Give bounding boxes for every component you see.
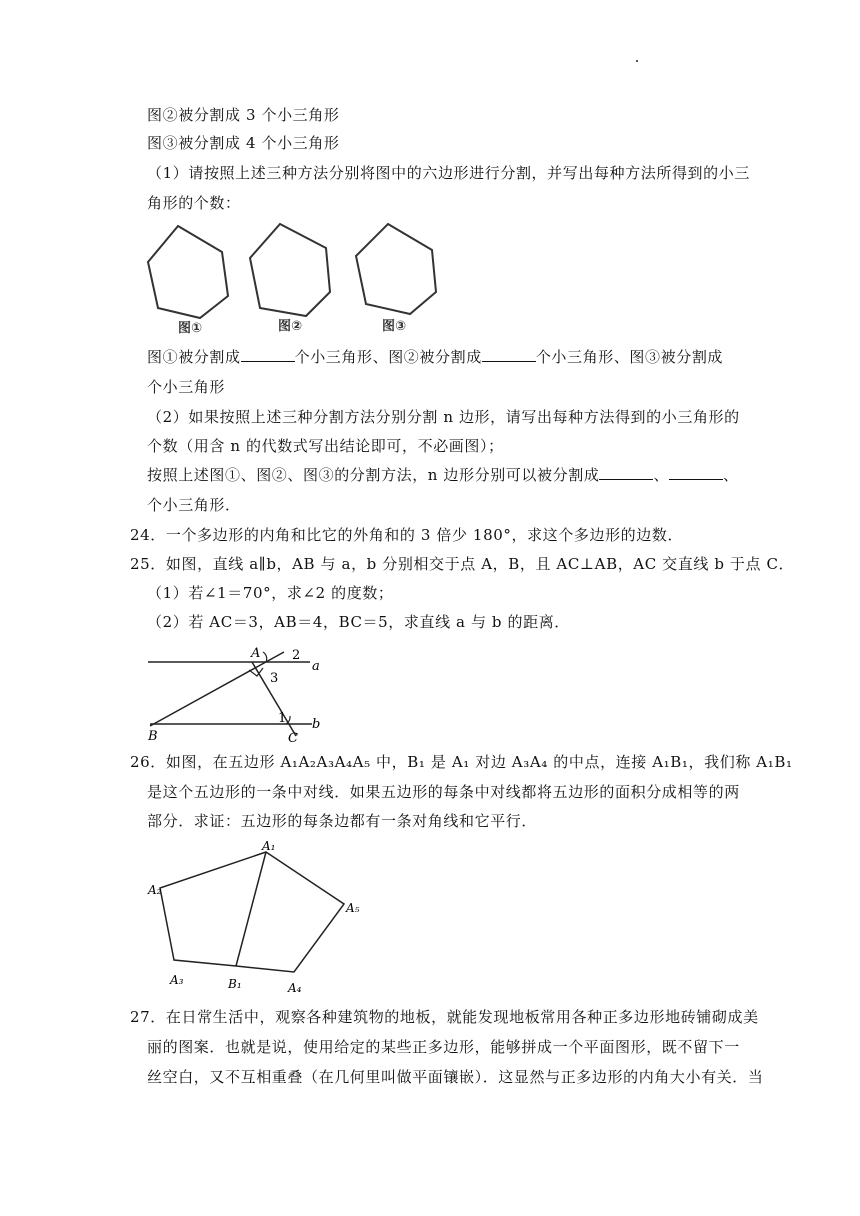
question-25-part-1: （1）若∠1＝70°，求∠2 的度数； [147,584,394,602]
text-line: 角形的个数： [147,194,241,212]
text-line: 丝空白，又不互相重叠（在几何里叫做平面镶嵌）．这显然与正多边形的内角大小有关．当 [147,1068,764,1086]
question-26: 26．如图，在五边形 A₁A₂A₃A₄A₅ 中，B₁ 是 A₁ 对边 A₃A₄ 的中点，连接 A₁B₁，我们称 A₁B₁ [130,753,793,771]
text-segment: 、 [653,466,670,484]
hexagon-1 [148,226,228,318]
page-mark [636,60,638,62]
text-segment: 个小三角形、图②被分割成 [294,348,482,366]
text-segment: 按照上述图①、图②、图③的分割方法，n 边形分别可以被分割成 [147,466,600,484]
text-line: 是这个五边形的一条中对线．如果五边形的每条中对线都将五边形的面积分成相等的两 [147,783,740,801]
line-label-a: a [312,659,320,674]
text-line: 图③被分割成 4 个小三角形 [147,134,340,152]
hexagon-3 [356,224,436,314]
vertex-label-A3: A₃ [170,973,184,987]
vertex-label-A1: A₁ [262,839,276,853]
point-label-A: A [251,646,261,661]
question-25-part-2: （2）若 AC＝3，AB＝4，BC＝5，求直线 a 与 b 的距离． [147,613,570,631]
text-line: （1）请按照上述三种方法分别将图中的六边形进行分割，并写出每种方法所得到的小三 [147,164,750,182]
question-25: 25．如图，直线 a∥b，AB 与 a，b 分别相交于点 A，B，且 AC⊥AB，AC 交直线 b 于点 C． [130,555,795,573]
parallel-lines-figure [146,640,336,745]
fill-in-line [147,346,723,368]
answer-blank[interactable] [482,347,536,362]
hexagon-figure [140,220,440,340]
hexagon-label-2: 图② [278,319,303,334]
text-segment: 个小三角形、图③被分割成 [535,348,724,366]
vertex-label-A4: A₄ [288,981,302,995]
point-label-B: B [148,729,158,744]
pentagon-figure [144,836,374,998]
text-segment: 图①被分割成 [147,348,241,366]
angle-label-1: 1 [278,711,287,726]
hexagon-2 [250,224,330,316]
fill-in-line [147,464,739,486]
point-label-C: C [288,731,298,745]
answer-blank[interactable] [599,465,653,480]
question-27: 27．在日常生活中，观察各种建筑物的地板，就能发现地板常用各种正多边形地砖铺砌成美 [130,1008,759,1026]
text-line: 个小三角形 [147,378,226,396]
question-24: 24．一个多边形的内角和比它的外角和的 3 倍少 180°，求这个多边形的边数． [130,526,684,544]
angle-label-2: 2 [292,648,301,663]
hexagon-label-3: 图③ [382,319,407,334]
text-line: 个数（用含 n 的代数式写出结论即可，不必画图）； [147,437,504,455]
answer-blank[interactable] [241,347,295,362]
hexagon-label-1: 图① [178,321,203,336]
answer-blank[interactable] [669,465,723,480]
text-line: 部分．求证：五边形的每条边都有一条对角线和它平行． [147,812,538,830]
line-label-b: b [312,717,321,732]
pentagon-outline [160,852,344,972]
segment-A1B1 [236,852,266,966]
text-line: （2）如果按照上述三种分割方法分别分割 n 边形，请写出每种方法得到的小三角形的 [147,408,740,426]
vertex-label-A5: A₅ [346,901,360,915]
text-line: 个小三角形． [147,496,241,514]
text-line: 图②被分割成 3 个小三角形 [147,106,340,124]
angle-label-3: 3 [270,671,279,686]
text-line: 丽的图案．也就是说，使用给定的某些正多边形，能够拼成一个平面图形，既不留下一 [147,1038,740,1056]
point-label-B1: B₁ [228,977,242,991]
angle-2-arc [263,652,267,662]
text-segment: 、 [723,466,739,484]
vertex-label-A2: A₂ [148,883,162,897]
segment-AB [150,652,287,726]
